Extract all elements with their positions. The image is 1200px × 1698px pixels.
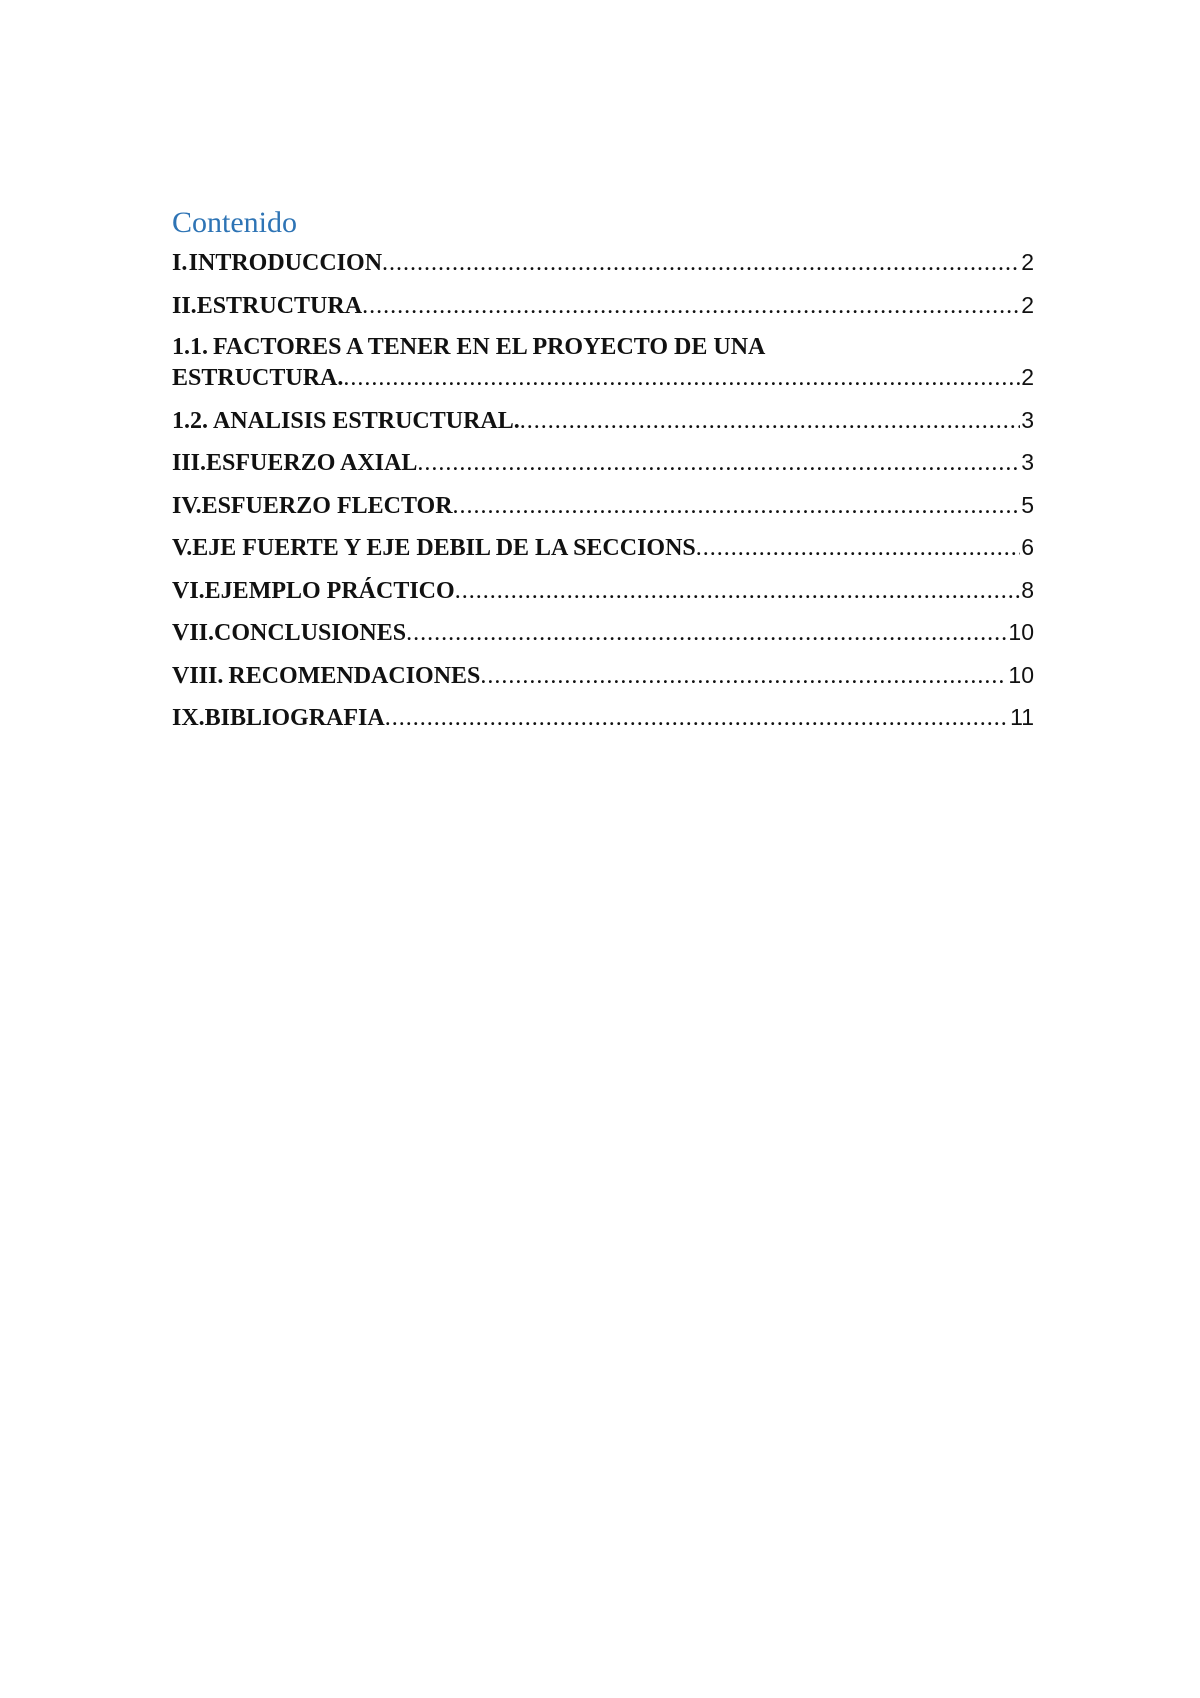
toc-entry-conclusiones[interactable] — [172, 617, 1034, 647]
toc-entry-number: VII. — [172, 620, 215, 646]
toc-entry-eje-fuerte[interactable] — [172, 532, 1034, 562]
toc-entry-label: ANALISIS ESTRUCTURAL. — [213, 407, 520, 434]
toc-entry-esfuerzo-flector[interactable] — [172, 490, 1034, 520]
toc-entry-label-line2: ESTRUCTURA. — [172, 365, 344, 391]
toc-entry-label: ESTRUCTURA — [196, 292, 363, 319]
toc-entry-number: 1.2. — [172, 407, 208, 434]
toc-entry-page: 8 — [1021, 576, 1034, 603]
toc-entry-analisis-estructural[interactable] — [172, 405, 1034, 435]
toc-dot-leader — [382, 248, 1020, 278]
toc-dot-leader — [362, 291, 1020, 321]
toc-entry-page: 5 — [1021, 491, 1034, 518]
toc-entry-introduccion[interactable] — [172, 247, 1034, 277]
table-of-contents — [172, 205, 1034, 745]
toc-entry-label: EJEMPLO PRÁCTICO — [204, 577, 455, 604]
toc-title: Contenido — [172, 206, 297, 239]
toc-entry-page: 2 — [1021, 364, 1034, 390]
toc-entry-page: 2 — [1021, 249, 1034, 275]
toc-entry-page: 10 — [1008, 619, 1034, 645]
toc-entry-page: 11 — [1010, 704, 1034, 730]
toc-entry-label: EJE FUERTE Y EJE DEBIL DE LA SECCIONS — [192, 535, 696, 561]
toc-entry-label-line1: FACTORES A TENER EN EL PROYECTO DE UNA — [213, 334, 766, 360]
toc-entry-number: II. — [172, 292, 197, 319]
toc-entry-label: BIBLIOGRAFIA — [204, 705, 385, 731]
toc-dot-leader — [453, 491, 1021, 521]
toc-dot-leader — [480, 661, 1007, 691]
toc-dot-leader — [385, 703, 1009, 733]
toc-entry-number: V. — [172, 535, 193, 561]
toc-entry-estructura[interactable] — [172, 290, 1034, 320]
toc-entry-label: CONCLUSIONES — [214, 620, 407, 646]
toc-entry-bibliografia[interactable] — [172, 702, 1034, 732]
toc-dot-leader — [520, 406, 1020, 436]
toc-entry-label: INTRODUCCION — [188, 250, 383, 276]
toc-entry-page: 3 — [1021, 406, 1034, 433]
toc-dot-leader — [343, 363, 1020, 393]
toc-entry-ejemplo-practico[interactable] — [172, 575, 1034, 605]
toc-entry-esfuerzo-axial[interactable] — [172, 447, 1034, 477]
toc-entry-number: III. — [172, 450, 207, 476]
toc-entry-number: VI. — [172, 577, 205, 604]
toc-dot-leader — [696, 533, 1020, 563]
toc-entry-number: IX. — [172, 705, 205, 731]
toc-entry-page: 3 — [1021, 449, 1034, 475]
toc-dot-leader — [417, 448, 1020, 478]
toc-dot-leader — [406, 618, 1007, 648]
toc-entry-number: IV. — [172, 492, 202, 519]
toc-entry-number: 1.1. — [172, 334, 208, 360]
toc-dot-leader — [455, 576, 1021, 606]
toc-entry-factores[interactable] — [172, 332, 1034, 392]
toc-entry-number: VIII. — [172, 662, 224, 689]
toc-entry-label: RECOMENDACIONES — [228, 662, 481, 689]
toc-entry-page: 10 — [1008, 661, 1034, 688]
toc-entry-number: I. — [172, 250, 188, 276]
toc-entry-page: 6 — [1021, 534, 1034, 560]
toc-entry-recomendaciones[interactable] — [172, 660, 1034, 690]
toc-entry-label: ESFUERZO AXIAL — [206, 450, 418, 476]
toc-entry-label: ESFUERZO FLECTOR — [201, 492, 453, 519]
toc-entry-page: 2 — [1021, 291, 1034, 318]
